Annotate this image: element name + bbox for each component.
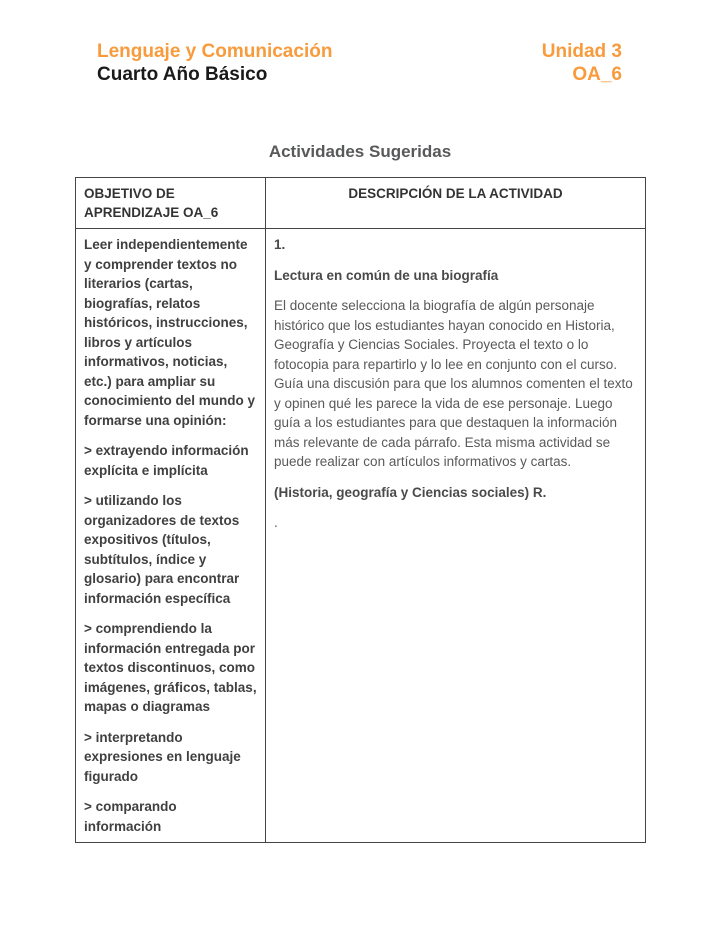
header-right xyxy=(542,40,622,86)
objective-bullet: > comparando información xyxy=(84,799,177,834)
objective-bullet: > interpretando expresiones en lenguaje figurado xyxy=(84,729,241,784)
activity-number: 1. xyxy=(274,237,286,252)
activity-subjects-note: (Historia, geografía y Ciencias sociales) R. xyxy=(274,484,547,500)
objective-intro: Leer independientemente y comprender textos no literarios (cartas, biografías, relatos históricos, instrucciones, libros y artículos informativos, noticias, etc.) para ampliar su conocimiento del mundo y formarse una opinión: xyxy=(84,237,256,428)
activity-title: Lectura en común de una biografía xyxy=(274,267,499,283)
description-column-header: DESCRIPCIÓN DE LA ACTIVIDAD xyxy=(266,178,646,229)
table-header-row xyxy=(76,178,646,229)
activities-table xyxy=(75,177,646,843)
header-left xyxy=(97,40,332,86)
objective-column-header: OBJETIVO DE APRENDIZAJE OA_6 xyxy=(76,178,266,229)
document-header xyxy=(0,0,720,86)
table-body-row xyxy=(76,229,646,843)
activity-trailing-dot: . xyxy=(274,515,278,530)
oa-code: OA_6 xyxy=(572,64,622,85)
grade-level: Cuarto Año Básico xyxy=(97,64,268,85)
subject-title: Lenguaje y Comunicación xyxy=(97,41,333,62)
page-title: Actividades Sugeridas xyxy=(268,142,452,161)
description-cell xyxy=(266,229,646,843)
unit-label: Unidad 3 xyxy=(541,41,622,62)
activity-body: El docente selecciona la biografía de algún personaje histórico que los estudiantes hayan conocido en Historia, Geografía y Ciencias Sociales. Proyecta el texto o lo fotocopia para repartirlo y lo lee en conjunto con el curso. Guía una discusión para que los alumnos comenten el texto y opinen qué les parece la vida de ese personaje. Luego guía a los estudiantes para que destaquen la información más relevante de cada párrafo. Esta misma actividad se puede realizar con artículos informativos y cartas. xyxy=(274,298,633,469)
objective-cell xyxy=(76,229,266,843)
objective-bullet: > extrayendo información explícita e implícita xyxy=(84,443,249,478)
objective-bullet: > comprendiendo la información entregada por textos discontinuos, como imágenes, gráficos, tablas, mapas o diagramas xyxy=(84,621,257,714)
objective-bullet: > utilizando los organizadores de textos expositivos (títulos, subtítulos, índice y glosario) para encontrar información específica xyxy=(84,493,240,606)
